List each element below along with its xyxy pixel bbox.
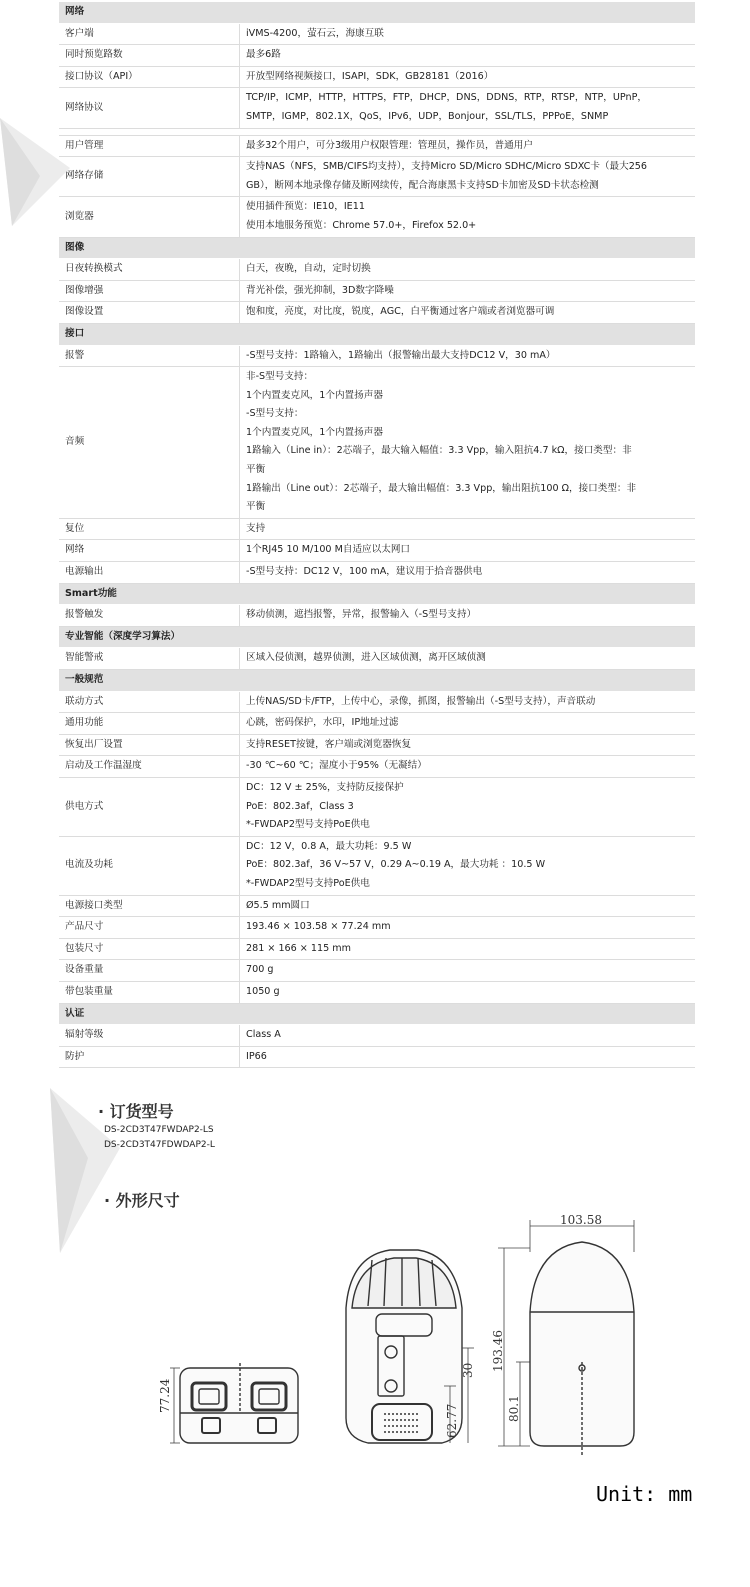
section-header bbox=[59, 583, 695, 605]
spec-value-line: 193.46 × 103.58 × 77.24 mm bbox=[246, 921, 391, 933]
section-header bbox=[59, 237, 695, 259]
spec-key: 供电方式 bbox=[59, 777, 240, 836]
front-view-drawing bbox=[150, 1355, 310, 1455]
spec-value bbox=[240, 88, 696, 128]
spec-value bbox=[240, 518, 696, 540]
spec-row bbox=[59, 66, 695, 88]
spec-row bbox=[59, 734, 695, 756]
spec-key: 网络存储 bbox=[59, 157, 240, 197]
spec-value bbox=[240, 734, 696, 756]
section-title: 一般规范 bbox=[59, 670, 695, 692]
spec-value bbox=[240, 302, 696, 324]
section-header bbox=[59, 1003, 695, 1025]
spec-value bbox=[240, 197, 696, 237]
spec-key: 音频 bbox=[59, 367, 240, 519]
spec-value-line: 使用本地服务预览：Chrome 57.0+，Firefox 52.0+ bbox=[246, 219, 477, 231]
spec-value-line: 最多6路 bbox=[246, 49, 281, 61]
spec-value-line: 饱和度，亮度，对比度，锐度，AGC，白平衡通过客户端或者浏览器可调 bbox=[246, 306, 555, 318]
spec-value-line: 平衡 bbox=[246, 464, 266, 476]
section-title: 专业智能（深度学习算法） bbox=[59, 626, 695, 648]
section-header bbox=[59, 2, 695, 23]
spec-value bbox=[240, 836, 696, 895]
unit-label: Unit: mm bbox=[596, 1482, 693, 1506]
section-title: 接口 bbox=[59, 323, 695, 345]
section-title: 网络 bbox=[59, 2, 695, 23]
spec-key: 客户端 bbox=[59, 23, 240, 45]
spec-value-line: 平衡 bbox=[246, 501, 266, 513]
spec-key: 电流及功耗 bbox=[59, 836, 240, 895]
spec-row bbox=[59, 1046, 695, 1068]
spec-row bbox=[59, 648, 695, 670]
spec-value bbox=[240, 135, 696, 157]
spec-value-line: 最多32个用户，可分3级用户权限管理：管理员，操作员，普通用户 bbox=[246, 139, 533, 151]
spec-row bbox=[59, 756, 695, 778]
spec-value bbox=[240, 157, 696, 197]
section-header bbox=[59, 323, 695, 345]
spec-row bbox=[59, 1025, 695, 1047]
spec-row bbox=[59, 938, 695, 960]
spec-value-line: -30 ℃~60 ℃；湿度小于95%（无凝结） bbox=[246, 760, 427, 772]
spec-value bbox=[240, 648, 696, 670]
spec-row bbox=[59, 345, 695, 367]
spec-value-line: GB），断网本地录像存储及断网续传，配合海康黑卡支持SD卡加密及SD卡状态检测 bbox=[246, 179, 599, 191]
spec-row bbox=[59, 302, 695, 324]
spec-key: 通用功能 bbox=[59, 713, 240, 735]
spec-value bbox=[240, 259, 696, 281]
spec-row bbox=[59, 23, 695, 45]
spec-value-line: 支持NAS（NFS，SMB/CIFS均支持），支持Micro SD/Micro SDHC/Micro SDXC卡（最大256 bbox=[246, 161, 648, 173]
section-header bbox=[59, 670, 695, 692]
section-title: 认证 bbox=[59, 1003, 695, 1025]
width-label: 103.58 bbox=[560, 1213, 602, 1227]
spec-row bbox=[59, 88, 695, 128]
spec-value-line: 1路输出（Line out）：2芯端子，最大输出幅值：3.3 Vpp，输出阻抗100 Ω，接口类型：非 bbox=[246, 482, 637, 494]
spec-value bbox=[240, 45, 696, 67]
section-title: 图像 bbox=[59, 237, 695, 259]
spec-value-line: 1个RJ45 10 M/100 M自适应以太网口 bbox=[246, 544, 411, 556]
spec-row bbox=[59, 981, 695, 1003]
height-label: 193.46 bbox=[491, 1330, 505, 1372]
spec-row bbox=[59, 45, 695, 67]
spec-value-line: 非-S型号支持： bbox=[246, 371, 314, 383]
spec-value-line: 支持RESET按键，客户端或浏览器恢复 bbox=[246, 738, 412, 750]
spec-value-line: 1个内置麦克风，1个内置扬声器 bbox=[246, 389, 383, 401]
spec-value-line: *-FWDAP2型号支持PoE供电 bbox=[246, 877, 370, 889]
back-view-drawing bbox=[332, 1248, 482, 1458]
section-header bbox=[59, 626, 695, 648]
spec-value-line: -S型号支持： bbox=[246, 408, 304, 420]
spec-value bbox=[240, 960, 696, 982]
spec-key: 日夜转换模式 bbox=[59, 259, 240, 281]
spec-value-line: iVMS-4200，萤石云，海康互联 bbox=[246, 27, 384, 39]
model-number: DS-2CD3T47FDWDAP2-L bbox=[104, 1140, 215, 1150]
spec-key: 包装尺寸 bbox=[59, 938, 240, 960]
spec-value-line: PoE：802.3af，Class 3 bbox=[246, 800, 354, 812]
table-gap bbox=[59, 128, 695, 135]
spec-value-line: -S型号支持：1路输入，1路输出（报警输出最大支持DC12 V，30 mA） bbox=[246, 349, 556, 361]
spec-key: 联动方式 bbox=[59, 691, 240, 713]
front-height-label: 77.24 bbox=[158, 1378, 172, 1413]
spec-key: 用户管理 bbox=[59, 135, 240, 157]
spec-value bbox=[240, 540, 696, 562]
spec-value bbox=[240, 23, 696, 45]
spec-row bbox=[59, 777, 695, 836]
spec-key: 电源接口类型 bbox=[59, 895, 240, 917]
spec-key: 启动及工作温湿度 bbox=[59, 756, 240, 778]
lower-height-label: 80.1 bbox=[507, 1395, 521, 1422]
spec-value bbox=[240, 691, 696, 713]
spec-row bbox=[59, 562, 695, 584]
spec-key: 电源输出 bbox=[59, 562, 240, 584]
side-a-label: 62.77 bbox=[445, 1403, 459, 1438]
spec-value bbox=[240, 777, 696, 836]
spec-key: 同时预览路数 bbox=[59, 45, 240, 67]
spec-value bbox=[240, 1046, 696, 1068]
ordering-title: · 订货型号 bbox=[98, 1102, 174, 1121]
dimensions-title: · 外形尺寸 bbox=[104, 1191, 180, 1210]
spec-row bbox=[59, 605, 695, 627]
spec-key: 接口协议（API） bbox=[59, 66, 240, 88]
spec-value bbox=[240, 713, 696, 735]
decorative-triangle-logo bbox=[0, 118, 72, 230]
spec-value-line: 白天，夜晚，自动，定时切换 bbox=[246, 263, 371, 275]
spec-value-line: 281 × 166 × 115 mm bbox=[246, 942, 351, 954]
spec-value bbox=[240, 756, 696, 778]
spec-value-line: Class A bbox=[246, 1029, 281, 1041]
spec-value bbox=[240, 981, 696, 1003]
spec-value-line: *-FWDAP2型号支持PoE供电 bbox=[246, 819, 370, 831]
spec-row bbox=[59, 917, 695, 939]
spec-key: 网络 bbox=[59, 540, 240, 562]
side-b-label: 30 bbox=[461, 1362, 475, 1378]
spec-key: 图像增强 bbox=[59, 280, 240, 302]
spec-value-line: DC：12 V ± 25%，支持防反接保护 bbox=[246, 781, 404, 793]
spec-row bbox=[59, 895, 695, 917]
spec-value-line: 1个内置麦克风，1个内置扬声器 bbox=[246, 426, 383, 438]
spec-key: 辐射等级 bbox=[59, 1025, 240, 1047]
spec-row bbox=[59, 713, 695, 735]
spec-value bbox=[240, 938, 696, 960]
spec-key: 图像设置 bbox=[59, 302, 240, 324]
spec-key: 智能警戒 bbox=[59, 648, 240, 670]
spec-key: 设备重量 bbox=[59, 960, 240, 982]
spec-value-line: 区域入侵侦测，越界侦测，进入区域侦测，离开区域侦测 bbox=[246, 652, 486, 664]
spec-key: 复位 bbox=[59, 518, 240, 540]
spec-key: 报警 bbox=[59, 345, 240, 367]
spec-value-line: DC：12 V，0.8 A，最大功耗：9.5 W bbox=[246, 840, 412, 852]
spec-key: 浏览器 bbox=[59, 197, 240, 237]
spec-value bbox=[240, 280, 696, 302]
spec-row bbox=[59, 197, 695, 237]
side-view-drawing bbox=[490, 1212, 655, 1462]
spec-row bbox=[59, 259, 695, 281]
spec-value-line: 1050 g bbox=[246, 985, 280, 997]
spec-row bbox=[59, 135, 695, 157]
spec-value bbox=[240, 895, 696, 917]
spec-value bbox=[240, 367, 696, 519]
spec-value-line: Ø5.5 mm圆口 bbox=[246, 899, 310, 911]
spec-row bbox=[59, 157, 695, 197]
section-title: Smart功能 bbox=[59, 583, 695, 605]
model-number: DS-2CD3T47FWDAP2-LS bbox=[104, 1125, 214, 1135]
spec-table bbox=[59, 2, 695, 1068]
spec-value bbox=[240, 562, 696, 584]
spec-row bbox=[59, 280, 695, 302]
spec-value bbox=[240, 1025, 696, 1047]
spec-value-line: 700 g bbox=[246, 964, 274, 976]
spec-value bbox=[240, 605, 696, 627]
spec-value bbox=[240, 345, 696, 367]
spec-key: 报警触发 bbox=[59, 605, 240, 627]
spec-key: 带包装重量 bbox=[59, 981, 240, 1003]
spec-value-line: -S型号支持：DC12 V，100 mA，建议用于拾音器供电 bbox=[246, 566, 483, 578]
spec-value-line: 支持 bbox=[246, 522, 266, 534]
spec-value-line: 背光补偿，强光抑制，3D数字降噪 bbox=[246, 284, 394, 296]
spec-value bbox=[240, 66, 696, 88]
spec-row bbox=[59, 960, 695, 982]
spec-value-line: 使用插件预览：IE10，IE11 bbox=[246, 201, 365, 213]
spec-value-line: 开放型网络视频接口，ISAPI，SDK，GB28181（2016） bbox=[246, 70, 494, 82]
spec-key: 产品尺寸 bbox=[59, 917, 240, 939]
spec-value bbox=[240, 917, 696, 939]
spec-row bbox=[59, 691, 695, 713]
spec-value-line: SMTP，IGMP，802.1X，QoS，IPv6，UDP，Bonjour，SSL/TLS，PPPoE，SNMP bbox=[246, 110, 609, 122]
spec-key: 防护 bbox=[59, 1046, 240, 1068]
spec-row bbox=[59, 518, 695, 540]
spec-row bbox=[59, 367, 695, 519]
spec-value-line: TCP/IP，ICMP，HTTP，HTTPS，FTP，DHCP，DNS，DDNS，RTP，RTSP，NTP，UPnP， bbox=[246, 92, 647, 104]
spec-row bbox=[59, 540, 695, 562]
spec-value-line: PoE：802.3af，36 V~57 V，0.29 A~0.19 A，最大功耗 ：10.5 W bbox=[246, 859, 546, 871]
spec-value-line: 移动侦测，遮挡报警，异常，报警输入（-S型号支持） bbox=[246, 609, 477, 621]
spec-value-line: 心跳，密码保护，水印，IP地址过滤 bbox=[246, 717, 399, 729]
spec-row bbox=[59, 836, 695, 895]
spec-value-line: 1路输入（Line in）：2芯端子，最大输入幅值：3.3 Vpp，输入阻抗4.7 kΩ，接口类型：非 bbox=[246, 445, 632, 457]
spec-value-line: 上传NAS/SD卡/FTP，上传中心，录像，抓图，报警输出（-S型号支持），声音联动 bbox=[246, 695, 596, 707]
spec-key: 恢复出厂设置 bbox=[59, 734, 240, 756]
spec-value-line: IP66 bbox=[246, 1050, 267, 1062]
spec-key: 网络协议 bbox=[59, 88, 240, 128]
